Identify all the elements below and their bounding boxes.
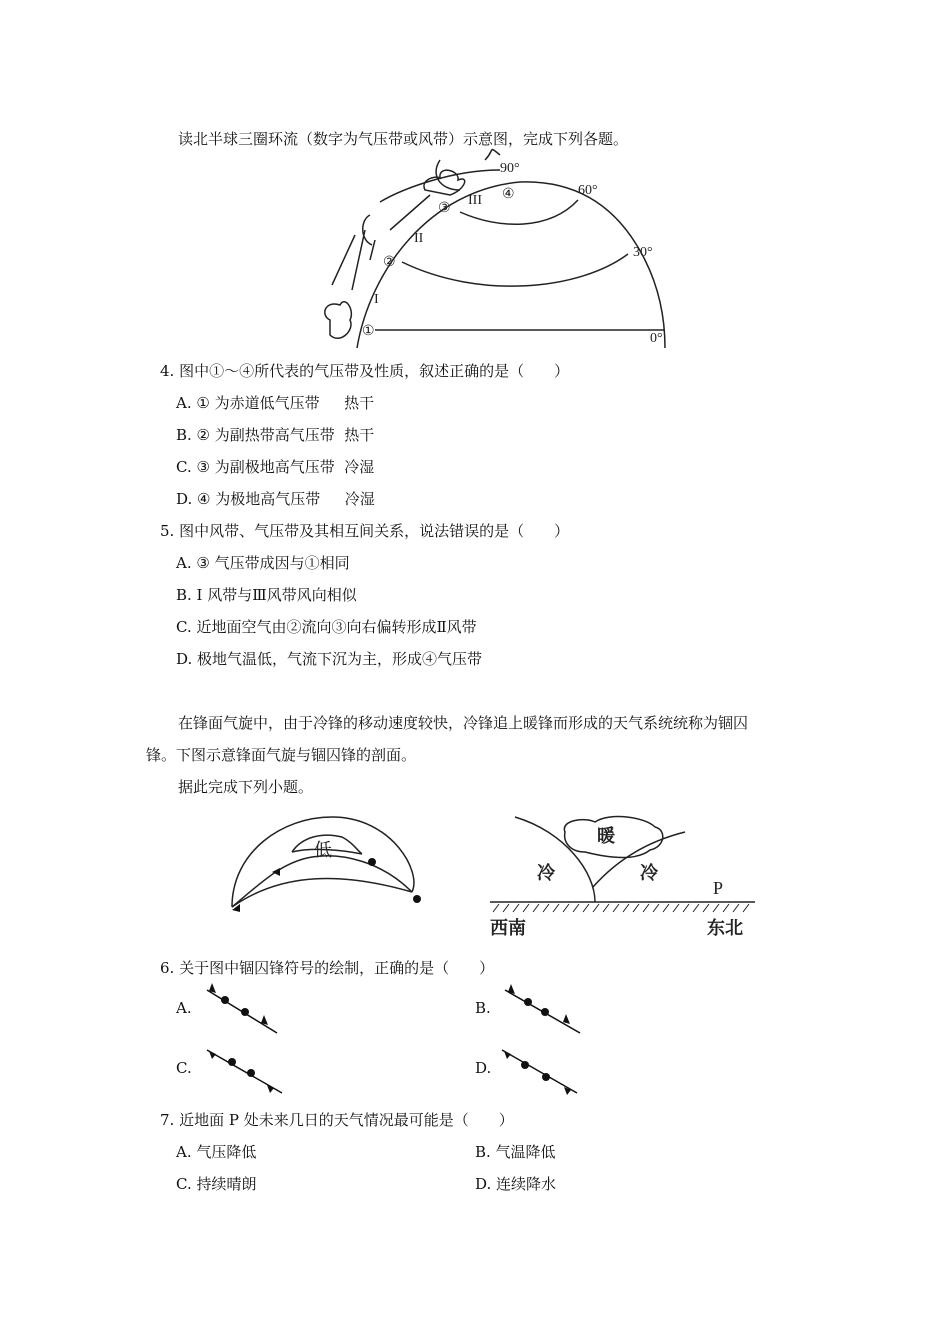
label-wind-2: II (414, 231, 424, 246)
paragraph-line-1: 在锋面气旋中，由于冷锋的移动速度较快，冷锋追上暖锋而形成的天气系统统称为锢囚 (178, 714, 749, 732)
paragraph-line-2: 锋。下图示意锋面气旋与锢囚锋的剖面。 (146, 746, 417, 764)
q6-option-c: C. (176, 1059, 192, 1077)
question-4-stem: 4. 图中①～④所代表的气压带及性质，叙述正确的是（ ） (160, 362, 570, 380)
q4-option-a: A. ① 为赤道低气压带 热干 (176, 394, 375, 412)
q6-option-b: B. (475, 999, 491, 1017)
question-6-stem: 6. 关于图中锢囚锋符号的绘制，正确的是（ ） (160, 959, 495, 977)
label-low: 低 (314, 840, 332, 860)
q7-option-d: D. 连续降水 (475, 1175, 557, 1193)
label-circle-4: ④ (502, 187, 515, 202)
q6-option-c-symbol (205, 1045, 285, 1095)
label-90: 90° (500, 161, 520, 176)
q6-option-d: D. (475, 1059, 492, 1077)
intro-text: 读北半球三圈环流（数字为气压带或风带）示意图，完成下列各题。 (178, 130, 629, 148)
label-warm: 暖 (597, 826, 615, 846)
q6-option-a-symbol (205, 985, 280, 1035)
label-point-p: P (713, 878, 724, 898)
q6-option-a: A. (176, 999, 192, 1017)
label-cold-left: 冷 (537, 863, 555, 883)
q5-option-d: D. 极地气温低，气流下沉为主，形成④气压带 (176, 650, 483, 668)
q4-option-d: D. ④ 为极地高气压带 冷湿 (176, 490, 375, 508)
paragraph-line-3: 据此完成下列小题。 (178, 778, 314, 796)
q6-option-b-symbol (503, 985, 583, 1035)
label-30: 30° (633, 245, 653, 260)
occluded-front-section-diagram (485, 812, 760, 942)
q7-option-a: A. 气压降低 (176, 1143, 257, 1161)
q4-option-b: B. ② 为副热带高气压带 热干 (176, 426, 375, 444)
q7-option-b: B. 气温降低 (475, 1143, 556, 1161)
q5-option-b: B. Ⅰ 风带与Ⅲ风带风向相似 (176, 586, 357, 604)
question-5-stem: 5. 图中风带、气压带及其相互间关系，说法错误的是（ ） (160, 522, 570, 540)
q4-option-c: C. ③ 为副极地高气压带 冷湿 (176, 458, 375, 476)
q6-option-d-symbol (500, 1045, 580, 1095)
q5-option-c: C. 近地面空气由②流向③向右偏转形成Ⅱ风带 (176, 618, 477, 636)
label-southwest: 西南 (490, 918, 526, 938)
label-circle-2: ② (383, 255, 396, 270)
label-wind-3: III (468, 193, 482, 208)
question-7-stem: 7. 近地面 P 处未来几日的天气情况最可能是（ ） (160, 1111, 514, 1129)
three-cell-circulation-diagram (320, 150, 680, 350)
label-cold-right: 冷 (640, 863, 658, 883)
label-circle-3: ③ (438, 201, 451, 216)
q5-option-a: A. ③ 气压带成因与①相同 (176, 554, 350, 572)
frontal-cyclone-diagram (222, 812, 422, 922)
label-wind-1: I (374, 292, 379, 307)
q7-option-c: C. 持续晴朗 (176, 1175, 257, 1193)
label-northeast: 东北 (707, 918, 743, 938)
label-60: 60° (578, 183, 598, 198)
label-0: 0° (650, 331, 663, 346)
label-circle-1: ① (362, 324, 375, 339)
